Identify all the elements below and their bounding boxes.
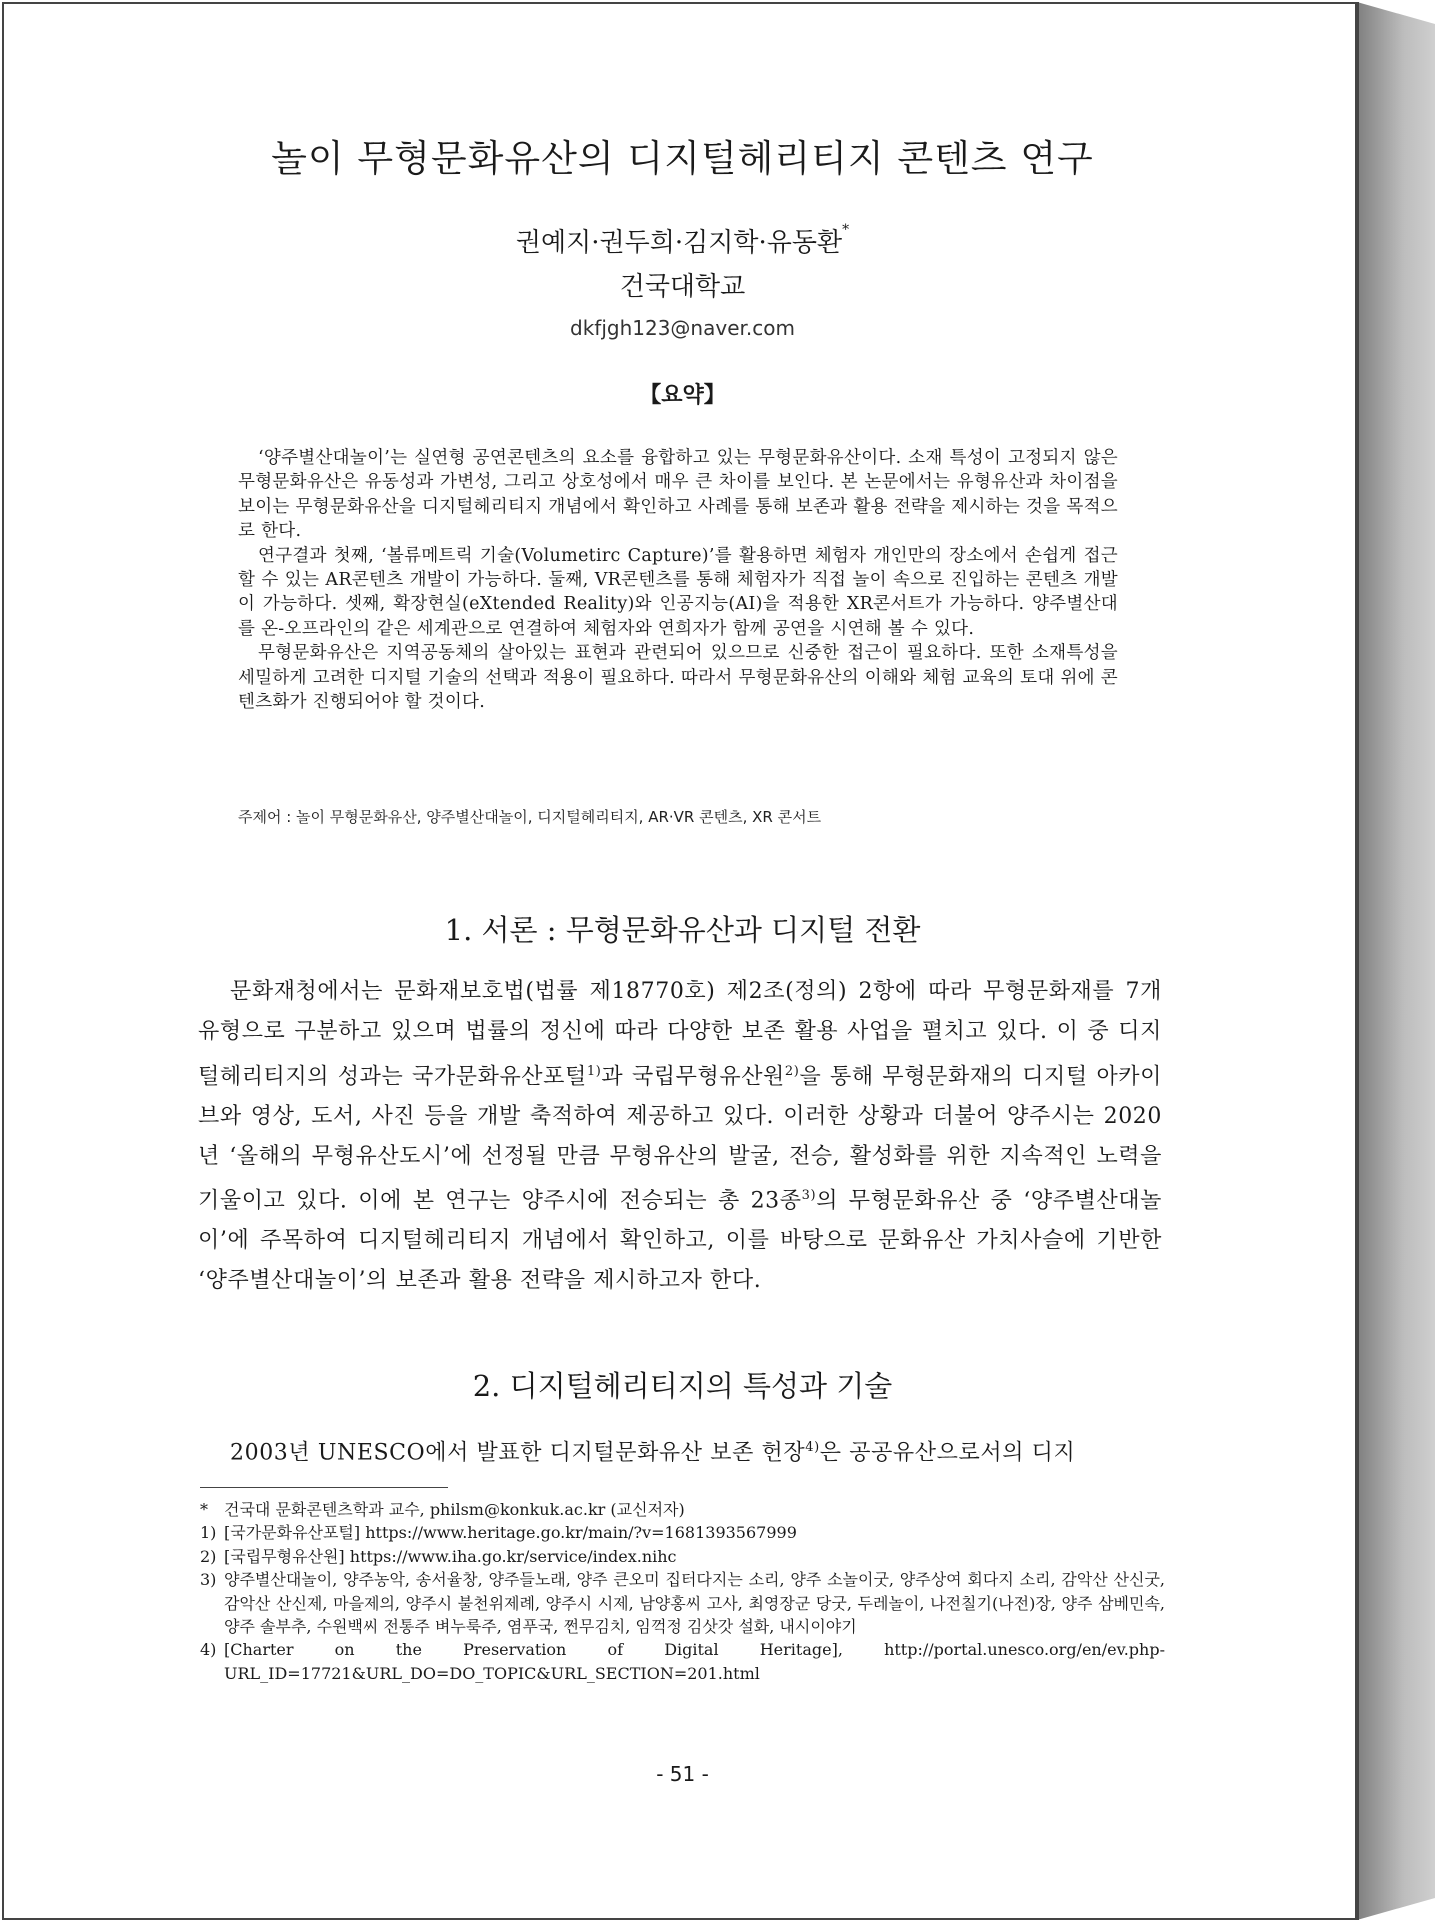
- footnote-mark: *: [200, 1500, 208, 1519]
- footnote: [200, 1521, 1165, 1544]
- section-2-body: [198, 1428, 1162, 1473]
- abstract-paragraph: 무형문화유산은 지역공동체의 살아있는 표현과 관련되어 있으므로 신중한 접근이 필요하다. 또한 소재특성을 세밀하게 고려한 디지털 기술의 선택과 적용이 필요하다. 따라서 무형문화유산의 이해와 체험 교육의 토대 위에 콘텐츠화가 진행되어야 할 것이다.: [238, 643, 1118, 713]
- author-email: dkfjgh123@naver.com: [570, 316, 795, 340]
- footnote-mark: 2): [200, 1546, 217, 1566]
- footnote-mark: 4): [200, 1640, 217, 1660]
- section-heading-2: 2. 디지털헤리티지의 특성과 기술: [472, 1369, 893, 1403]
- section-1-body: [198, 972, 1162, 1301]
- body-text-run: 과 국립무형유산원: [601, 1063, 785, 1089]
- corresponding-author-mark: *: [842, 222, 850, 238]
- body-text-run: 2003년 UNESCO에서 발표한 디지털문화유산 보존 헌장: [230, 1440, 806, 1466]
- page-number: - 51 -: [656, 1762, 709, 1786]
- keywords: 주제어 : 놀이 무형문화유산, 양주별산대놀이, 디지털헤리티지, AR·VR 콘텐츠, XR 콘서트: [238, 808, 822, 826]
- footnote: [200, 1638, 1165, 1685]
- author-list: [200, 222, 1165, 259]
- footnote-text[interactable]: [국가문화유산포털] https://www.heritage.go.kr/main/?v=1681393567999: [224, 1523, 797, 1543]
- footnote: [200, 1498, 1165, 1521]
- body-text-run: 의 무형문화유산 중 ‘양주별산대놀이’에 주목하여 디지털헤리티지 개념에서 확인하고, 이를 바탕으로 문화유산 가치사슬에 기반한 ‘양주별산대놀이’의 보존과 활용 전략을 제시하고자 한다.: [198, 1188, 1162, 1294]
- footnote-ref[interactable]: 3): [801, 1188, 817, 1204]
- footnote-text[interactable]: [국립무형유산원] https://www.iha.go.kr/service/index.nihc: [224, 1546, 677, 1566]
- body-paragraph: [198, 972, 1162, 1301]
- footnotes: [200, 1498, 1165, 1685]
- footnote-mark: 3): [200, 1570, 217, 1590]
- section-heading-1: 1. 서론 : 무형문화유산과 디지털 전환: [444, 913, 921, 947]
- author-names: 권예지·권두희·김지학·유동환: [515, 228, 843, 258]
- abstract-paragraph: 연구결과 첫째, ‘볼류메트릭 기술(Volumetirc Capture)’를 활용하면 체험자 개인만의 장소에서 손쉽게 접근할 수 있는 AR콘텐츠 개발이 가능하다. 둘째, VR콘텐츠를 통해 체험자가 직접 놀이 속으로 진입하는 콘텐츠 개발이 가능하다. 셋째, 확장현실(eXtended Reality)와 인공지능(AI)을 적용한 XR콘서트가 가능하다. 양주별산대를 온-오프라인의 같은 세계관으로 연결하여 체험자와 연희자가 함께 공연을 시연해 볼 수 있다.: [238, 545, 1118, 639]
- footnote: [200, 1568, 1165, 1638]
- footnote-ref[interactable]: 2): [784, 1063, 800, 1079]
- body-text-run: 은 공공유산으로서의 디지: [819, 1440, 1076, 1466]
- footnote-ref[interactable]: 4): [805, 1440, 820, 1455]
- body-text-run: 을 통해 무형문화재의 디지털 아카이브와 영상, 도서, 사진 등을 개발 축적하여 제공하고 있다. 이러한 상황과 더불어 양주시는 2020년 ‘올해의 무형유산도시’에 선정될 만큼 무형유산의 발굴, 전승, 활성화를 위한 지속적인 노력을 기울이고 있다. 이에 본 연구는 양주시에 전승되는 총 23종: [198, 1063, 1162, 1214]
- paper-title: 놀이 무형문화유산의 디지털헤리티지 콘텐츠 연구: [271, 137, 1094, 180]
- affiliation: 건국대학교: [619, 272, 746, 302]
- footnote-text[interactable]: [Charter on the Preservation of Digital Heritage], http://portal.unesco.org/en/ev.php-URL_ID=17721&URL_DO=DO_TOPIC&URL_SECTION=201.html: [224, 1640, 1165, 1683]
- page-stack-edge: [1357, 2, 1435, 1920]
- abstract-heading: 【요약】: [639, 383, 726, 408]
- footnote: [200, 1545, 1165, 1568]
- footnote-text: 건국대 문화콘텐츠학과 교수, philsm@konkuk.ac.kr (교신저자): [224, 1500, 685, 1519]
- abstract-paragraph: ‘양주별산대놀이’는 실연형 공연콘텐츠의 요소를 융합하고 있는 무형문화유산이다. 소재 특성이 고정되지 않은 무형문화유산은 유동성과 가변성, 그리고 상호성에서 매우 큰 차이를 보인다. 본 논문에서는 유형유산과 차이점을 보이는 무형문화유산을 디지털헤리티지 개념에서 확인하고 사례를 통해 보존과 활용 전략을 제시하는 것을 목적으로 한다.: [238, 448, 1118, 542]
- body-text-run: 문화재청에서는 문화재보호법(법률 제18770호) 제2조(정의) 2항에 따라 무형문화재를 7개 유형으로 구분하고 있으며 법률의 정신에 따라 다양한 보존 활용 사업을 펼치고 있다. 이 중 디지털헤리티지의 성과는 국가문화유산포털: [198, 979, 1162, 1089]
- footnote-divider: [200, 1487, 448, 1488]
- body-paragraph: [198, 1428, 1162, 1473]
- footnote-text: 양주별산대놀이, 양주농악, 송서율창, 양주들노래, 양주 큰오미 집터다지는 소리, 양주 소놀이굿, 양주상여 회다지 소리, 감악산 산신굿, 감악산 산신제, 마을제의, 양주시 불천위제례, 양주시 시제, 남양홍씨 고사, 최영장군 당굿, 두레놀이, 나전칠기(나전)장, 양주 삼베민속, 양주 솔부추, 수원백씨 전통주 벼누룩주, 염푸국, 쩐무김치, 임꺽정 김삿갓 설화, 내시이야기: [224, 1570, 1165, 1637]
- abstract: [238, 446, 1118, 714]
- footnote-mark: 1): [200, 1523, 217, 1543]
- footnote-ref[interactable]: 1): [586, 1063, 602, 1079]
- page-edge-line: [1357, 2, 1359, 1920]
